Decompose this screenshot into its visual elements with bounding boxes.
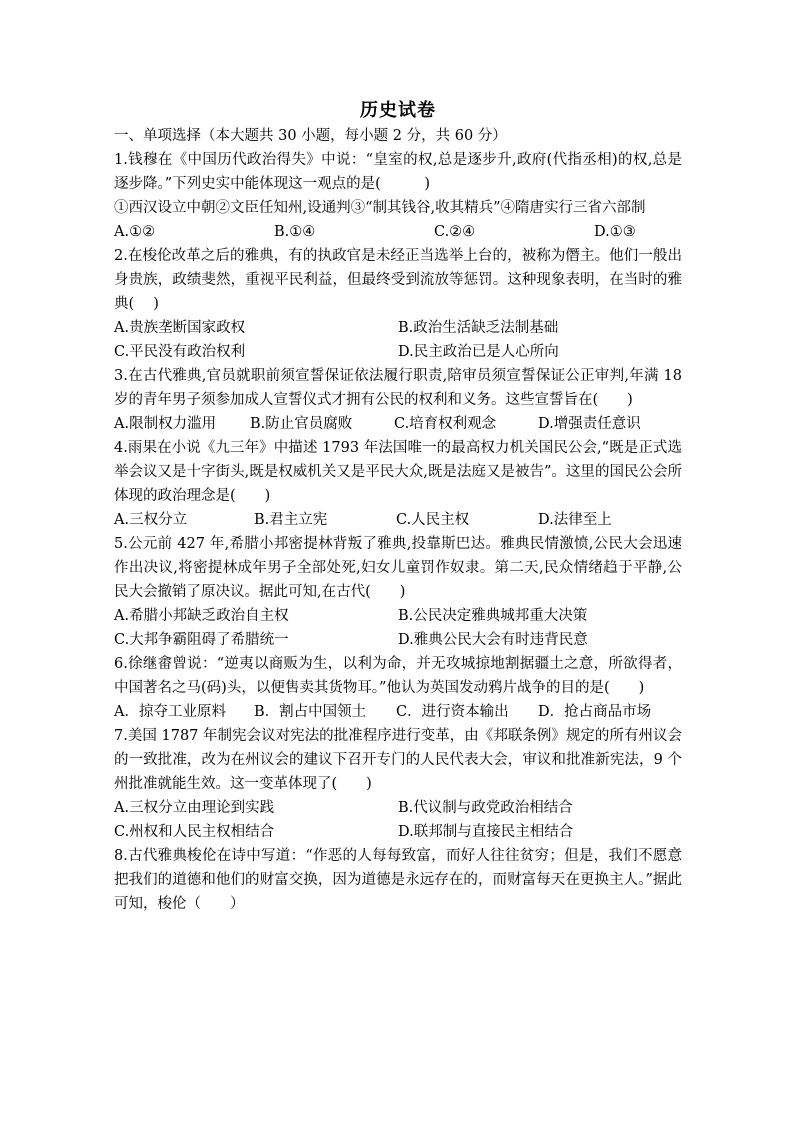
question-stem: 4.雨果在小说《九三年》中描述 1793 年法国唯一的最高权力机关国民公会,“既是正式选举会议又是十字街头,既是权威机关又是平民大众,既是法庭又是被告”。这里的国民公会所体现的政治理念是( ) [114, 440, 682, 504]
option-a: A．掠夺工业原料 [114, 704, 226, 720]
question-5 [114, 532, 682, 652]
question-2 [114, 244, 682, 364]
question-stem: 6.徐继畬曾说：“逆夷以商贩为生，以利为命，并无攻城掠地割据疆土之意，所欲得者，中国著名之马(码)头，以便售卖其货物耳。”他认为英国发动鸦片战争的目的是( ) [114, 656, 682, 696]
question-stem: 5.公元前 427 年,希腊小邦密提林背叛了雅典,投靠斯巴达。雅典民情激愤,公民大会迅速作出决议,将密提林成年男子全部处死,妇女儿童罚作奴隶。第二天,民众情绪趋于平静,公民大会撤销了原决议。据此可知,在古代( ) [114, 536, 682, 600]
option-a: A.贵族垄断国家政权 [114, 320, 246, 336]
option-d: D.法律至上 [538, 512, 612, 528]
option-c: C.人民主权 [396, 512, 470, 528]
option-c: C.大邦争霸阻碍了希腊统一 [114, 632, 289, 648]
option-d: D.联邦制与直接民主相结合 [398, 824, 574, 840]
question-stem: 2.在梭伦改革之后的雅典，有的执政官是未经正当选举上台的，被称为僭主。他们一般出身贵族，政绩斐然，重视平民利益，但最终受到流放等惩罚。这种现象表明，在当时的雅典( ) [114, 248, 682, 312]
exam-page [114, 98, 682, 916]
option-b: B．割占中国领土 [254, 704, 367, 720]
option-c: C.州权和人民主权相结合 [114, 824, 275, 840]
options [114, 604, 682, 652]
option-a: A.希腊小邦缺乏政治自主权 [114, 608, 289, 624]
page-title: 历史试卷 [360, 100, 436, 121]
options [114, 220, 682, 244]
question-stem: 7.美国 1787 年制宪会议对宪法的批准程序进行变革，由《邦联条例》规定的所有州议会的一致批准，改为在州议会的建议下召开专门的人民代表大会，审议和批准新宪法，9 个州批准就能生效。这一变革体现了( ) [114, 728, 682, 792]
question-7 [114, 724, 682, 844]
question-6 [114, 652, 682, 724]
question-stem: 1.钱穆在《中国历代政治得失》中说：“皇室的权,总是逐步升,政府(代指丞相)的权,总是逐步降。”下列史实中能体现这一观点的是( ) [114, 152, 682, 192]
option-b: B.公民决定雅典城邦重大决策 [398, 608, 588, 624]
question-4 [114, 436, 682, 532]
option-d: D.雅典公民大会有时违背民意 [398, 632, 588, 648]
question-1 [114, 148, 682, 244]
option-c: C.②④ [434, 224, 476, 240]
option-a: A.限制权力滥用 [114, 416, 217, 432]
options [114, 700, 682, 724]
option-b: B.代议制与政党政治相结合 [398, 800, 573, 816]
option-b: B.防止官员腐败 [250, 416, 353, 432]
question-extra: ①西汉设立中朝②文臣任知州,设通判③“制其钱谷,收其精兵”④隋唐实行三省六部制 [114, 200, 646, 216]
options [114, 316, 682, 364]
option-c: C．进行资本输出 [396, 704, 509, 720]
option-a: A.①② [114, 224, 156, 240]
option-a: A.三权分立 [114, 512, 188, 528]
option-b: B.①④ [274, 224, 316, 240]
options [114, 796, 682, 844]
option-a: A.三权分立由理论到实践 [114, 800, 275, 816]
question-stem: 8.古代雅典梭伦在诗中写道：“作恶的人每每致富，而好人往往贫穷；但是，我们不愿意把我们的道德和他们的财富交换，因为道德是永远存在的，而财富每天在更换主人。”据此可知，梭伦（ ） [114, 848, 682, 912]
options [114, 412, 682, 436]
question-stem: 3.在古代雅典,官员就职前须宣誓保证依法履行职责,陪审员须宣誓保证公正审判,年满 18 岁的青年男子须参加成人宣誓仪式才拥有公民的权利和义务。这些宣誓旨在( ) [114, 368, 682, 408]
option-d: D．抢占商品市场 [538, 704, 652, 720]
section-heading: 一、单项选择（本大题共 30 小题，每小题 2 分，共 60 分） [114, 128, 507, 144]
option-b: B.君主立宪 [254, 512, 328, 528]
question-8 [114, 844, 682, 916]
option-c: C.培育权利观念 [394, 416, 497, 432]
option-d: D.增强责任意识 [538, 416, 641, 432]
option-d: D.①③ [594, 224, 636, 240]
option-b: B.政治生活缺乏法制基础 [398, 320, 559, 336]
question-3 [114, 364, 682, 436]
options [114, 508, 682, 532]
option-c: C.平民没有政治权利 [114, 344, 246, 360]
option-d: D.民主政治已是人心所向 [398, 344, 559, 360]
